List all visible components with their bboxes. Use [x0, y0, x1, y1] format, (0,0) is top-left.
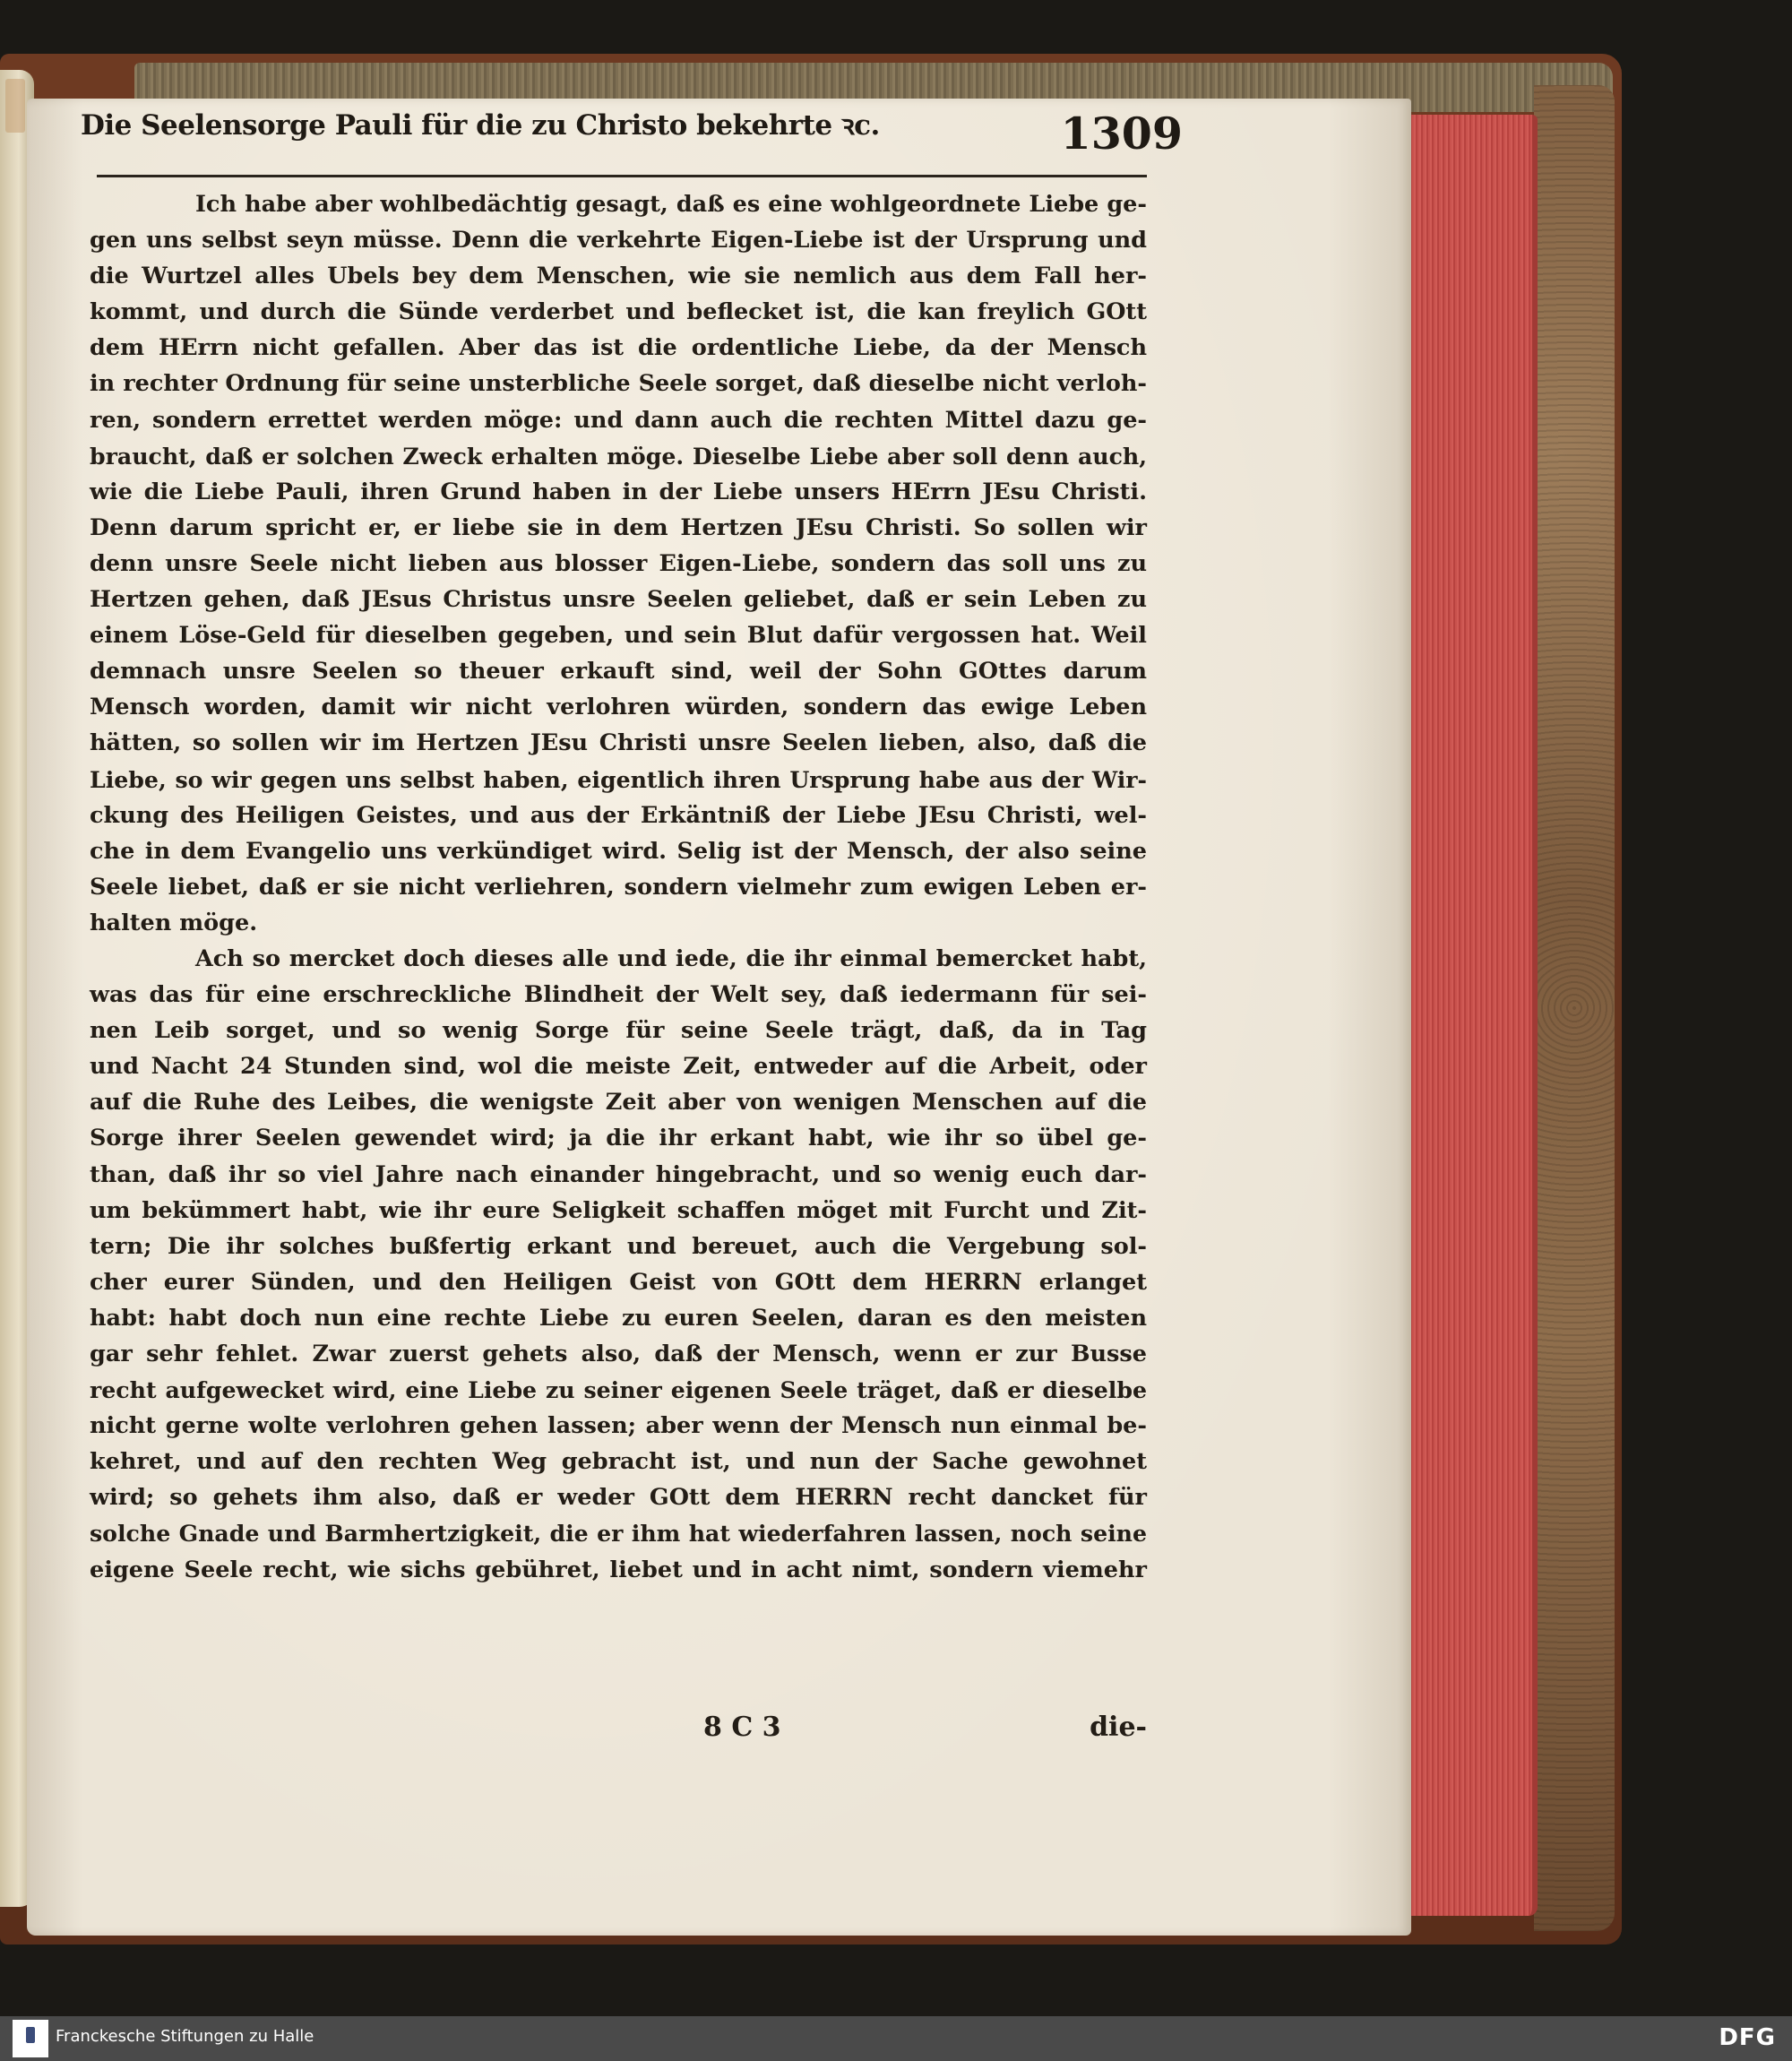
institution-logo-icon — [13, 2020, 48, 2057]
page-number: 1309 — [1060, 108, 1183, 160]
text-line: eigene Seele recht, wie sichs gebühret, liebet und in acht nimt, sondern viemehr — [90, 1556, 1147, 1583]
text-line: was das für eine erschreckliche Blindheit der Welt sey, daß iedermann für sei- — [90, 981, 1147, 1009]
text-line: dem HErrn nicht gefallen. Aber das ist die ordentliche Liebe, da der Mensch — [90, 334, 1147, 362]
text-line: die Wurtzel alles Ubels bey dem Menschen, wie sie nemlich aus dem Fall her- — [90, 263, 1147, 290]
text-line: Denn darum spricht er, er liebe sie in dem Hertzen JEsu Christi. So sollen wir — [90, 513, 1147, 541]
text-line: gar sehr fehlet. Zwar zuerst gehets also, daß der Mensch, wenn er zur Busse — [90, 1341, 1147, 1367]
text-line: Seele liebet, daß er sie nicht verliehren, sondern vielmehr zum ewigen Leben er- — [90, 873, 1147, 901]
text-line: wie die Liebe Pauli, ihren Grund haben in der Liebe unsers HErrn JEsu Christi. — [90, 478, 1147, 505]
viewer-footer-bar — [0, 2016, 1792, 2061]
text-line: und Nacht 24 Stunden sind, wol die meiste Zeit, entweder auf die Arbeit, oder — [90, 1053, 1147, 1081]
text-line: ren, sondern errettet werden möge: und dann auch die rechten Mittel dazu ge- — [90, 406, 1147, 434]
text-line: Mensch worden, damit wir nicht verlohren würden, sondern das ewige Leben — [90, 694, 1147, 721]
text-line: cher eurer Sünden, und den Heiligen Geist von GOtt dem HERRN erlanget — [90, 1268, 1147, 1296]
text-line: recht aufgewecket wird, eine Liebe zu seiner eigenen Seele träget, daß er dieselbe — [90, 1376, 1147, 1404]
dfg-logo: DFG — [1719, 2024, 1776, 2051]
text-line: habt: habt doch nun eine rechte Liebe zu euren Seelen, daran es den meisten — [90, 1304, 1147, 1332]
text-line: kommt, und durch die Sünde verderbet und beflecket ist, die kan freylich GOtt — [90, 298, 1147, 326]
text-line: che in dem Evangelio uns verkündiget wird. Selig ist der Mensch, der also seine — [90, 837, 1147, 865]
text-line: einem Löse-Geld für dieselben gegeben, und sein Blut dafür vergossen hat. Weil — [90, 622, 1147, 650]
text-line: solche Gnade und Barmhertzigkeit, die er ihm hat wiederfahren lassen, noch seine — [90, 1520, 1147, 1548]
body-text — [90, 186, 1147, 1588]
header-rule — [97, 175, 1147, 177]
text-line: Liebe, so wir gegen uns selbst haben, eigentlich ihren Ursprung habe aus der Wir- — [90, 765, 1147, 793]
text-line: demnach unsre Seelen so theuer erkauft sind, weil der Sohn GOttes darum — [90, 658, 1147, 686]
text-line: nicht gerne wolte verlohren gehen lassen; aber wenn der Mensch nun einmal be- — [90, 1412, 1147, 1440]
text-line: in rechter Ordnung für seine unsterbliche Seele sorget, daß dieselbe nicht verloh- — [90, 370, 1147, 398]
running-head: Die Seelensorge Pauli für die zu Christo bekehrte ꝛc. — [81, 109, 880, 142]
text-line: wird; so gehets ihm also, daß er weder GOtt dem HERRN recht dancket für — [90, 1484, 1147, 1512]
text-line: ckung des Heiligen Geistes, und aus der Erkäntniß der Liebe JEsu Christi, wel- — [90, 801, 1147, 829]
text-line: braucht, daß er solchen Zweck erhalten möge. Dieselbe Liebe aber soll denn auch, — [90, 442, 1147, 470]
text-line: denn unsre Seele nicht lieben aus blosser Eigen-Liebe, sondern das soll uns zu — [90, 549, 1147, 577]
catchword: die- — [1090, 1712, 1147, 1743]
book-cover-right — [1534, 85, 1615, 1931]
page-edges — [1398, 115, 1538, 1916]
text-line: kehret, und auf den rechten Weg gebracht ist, und nun der Sache gewohnet — [90, 1448, 1147, 1476]
text-line: Hertzen gehen, daß JEsus Christus unsre Seelen geliebet, daß er sein Leben zu — [90, 586, 1147, 614]
text-line: halten möge. — [90, 909, 258, 936]
text-line: Sorge ihrer Seelen gewendet wird; ja die ihr erkant habt, wie ihr so übel ge- — [90, 1125, 1147, 1152]
text-line: Ach so mercket doch dieses alle und iede, die ihr einmal bemercket habt, — [195, 944, 1147, 972]
text-line: tern; Die ihr solches bußfertig erkant und bereuet, auch die Vergebung sol- — [90, 1232, 1147, 1260]
text-line: um bekümmert habt, wie ihr eure Seligkeit schaffen möget mit Furcht und Zit- — [90, 1196, 1147, 1224]
text-line: hätten, so sollen wir im Hertzen JEsu Christi unsre Seelen lieben, also, daß die — [90, 729, 1147, 757]
text-line: nen Leib sorget, und so wenig Sorge für seine Seele trägt, daß, da in Tag — [90, 1017, 1147, 1045]
text-line: Ich habe aber wohlbedächtig gesagt, daß es eine wohlgeordnete Liebe ge- — [195, 191, 1147, 218]
text-line: auf die Ruhe des Leibes, die wenigste Zeit aber von wenigen Menschen auf die — [90, 1089, 1147, 1117]
text-line: than, daß ihr so viel Jahre nach einander hingebracht, und so wenig euch dar- — [90, 1160, 1147, 1188]
institution-name: Franckesche Stiftungen zu Halle — [56, 2027, 314, 2046]
signature-mark: 8 C 3 — [703, 1712, 781, 1743]
text-line: gen uns selbst seyn müsse. Denn die verkehrte Eigen-Liebe ist der Ursprung und — [90, 227, 1147, 254]
